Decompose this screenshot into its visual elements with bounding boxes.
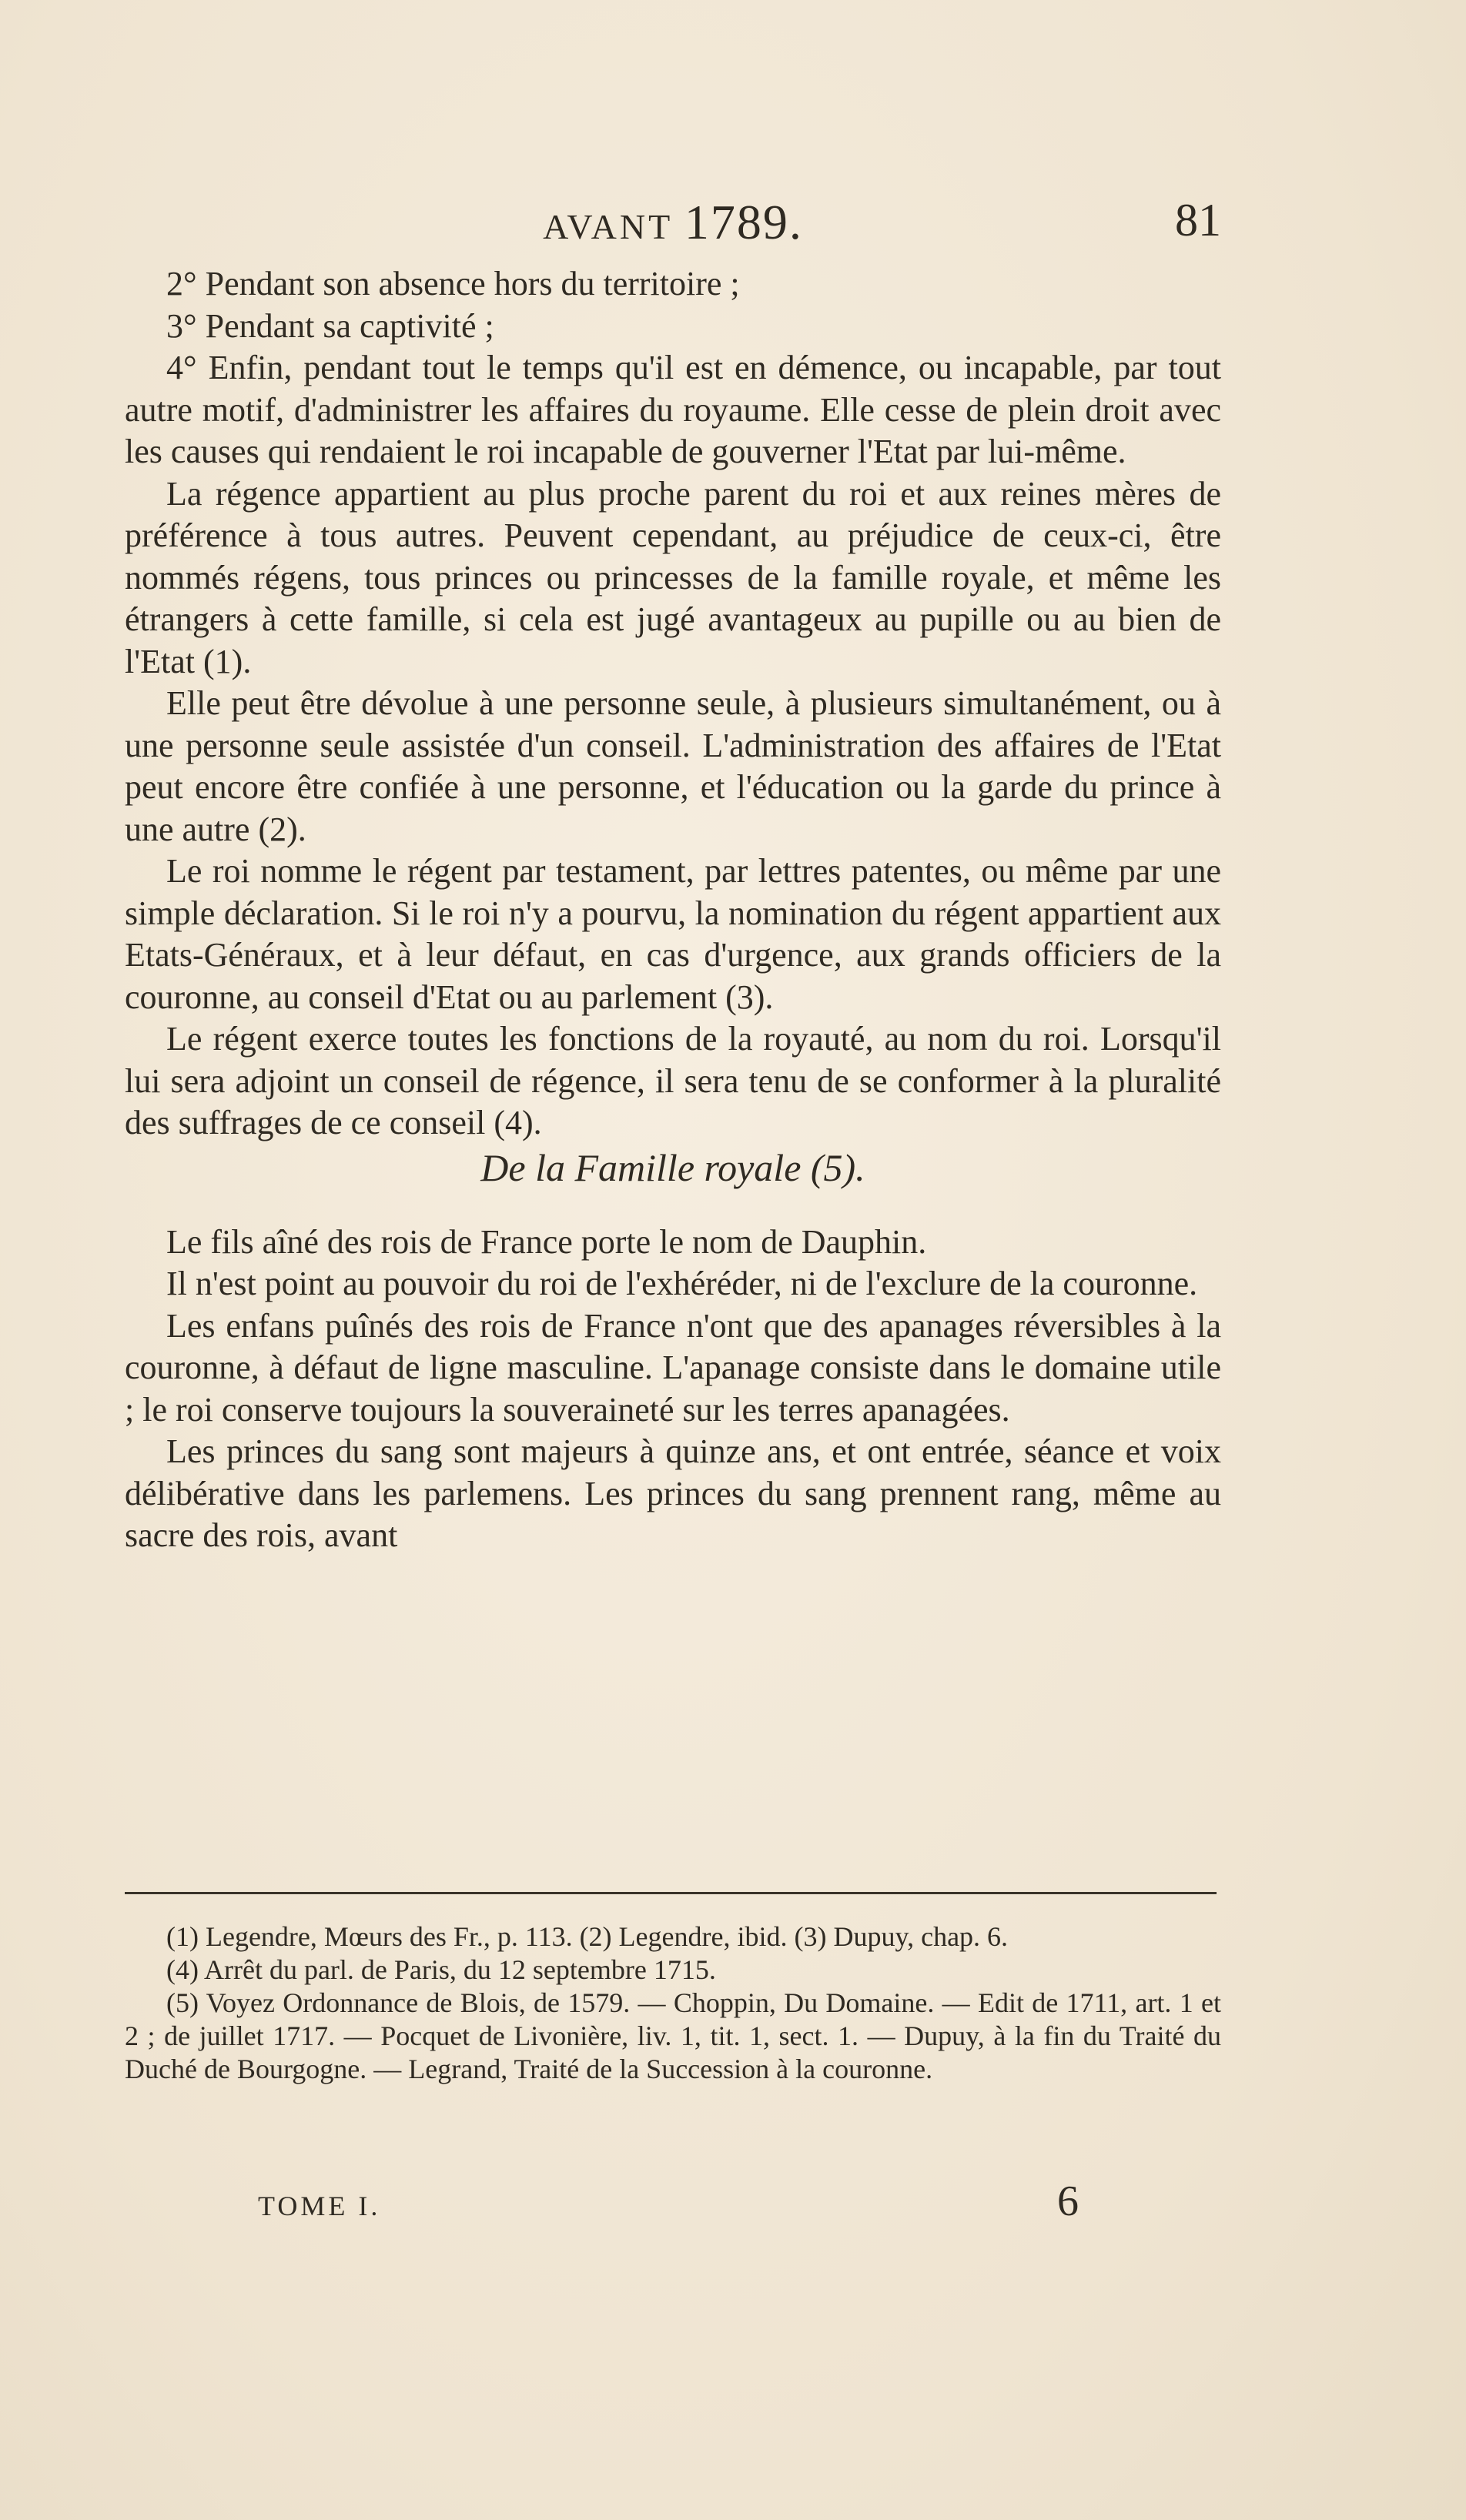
footnote: (4) Arrêt du parl. de Paris, du 12 septembre 1715. — [166, 1954, 716, 1985]
paragraph: Le roi nomme le régent par testament, par lettres patentes, ou même par une simple déclaration. Si le roi n'y a pourvu, la nomination du régent appartient aux Etats-Généraux, et à leur défaut, en cas d'urgence, aux grands officiers de la couronne, au conseil d'Etat ou au parlement (3). — [125, 852, 1221, 1016]
paragraph: Elle peut être dévolue à une personne seule, à plusieurs simultanément, ou à une personne seule assistée d'un conseil. L'administration des affaires de l'Etat peut encore être confiée à une personne, et l'éducation ou la garde du prince à une autre (2). — [125, 684, 1221, 848]
footnote: (1) Legendre, Mœurs des Fr., p. 113. (2) Legendre, ibid. (3) Dupuy, chap. 6. — [166, 1921, 1009, 1952]
paragraph: Le régent exerce toutes les fonctions de la royauté, au nom du roi. Lorsqu'il lui sera adjoint un conseil de régence, il sera tenu de se conformer à la pluralité des suffrages de ce conseil (4). — [125, 1020, 1221, 1141]
section-heading: De la Famille royale (5). — [480, 1145, 865, 1189]
footnotes — [125, 1920, 1221, 2086]
volume-signature: TOME I. — [258, 2191, 381, 2221]
paragraph: 4° Enfin, pendant tout le temps qu'il est en démence, ou incapable, par tout autre motif, d'administrer les affaires du royaume. Elle cesse de plein droit avec les causes qui rendaient le roi incapable de gouverner l'Etat par lui-même. — [125, 349, 1221, 470]
paragraph: La régence appartient au plus proche parent du roi et aux reines mères de préférence à tous autres. Peuvent cependant, au préjudice de ceux-ci, être nommés régens, tous princes ou princesses de la famille royale, et même les étrangers à cette famille, si cela est jugé avantageux au pupille ou au bien de l'Etat (1). — [125, 474, 1221, 680]
paragraph: 2° Pendant son absence hors du territoire ; — [166, 265, 740, 302]
signature-mark: 6 — [1057, 2177, 1079, 2225]
footnote: (5) Voyez Ordonnance de Blois, de 1579. — Choppin, Du Domaine. — Edit de 1711, art. 1 et 2 ; de juillet 1717. — Pocquet de Livonière, liv. 1, tit. 1, sect. 1. — Dupuy, à la fin du Traité du Duché de Bourgogne. — Legrand, Traité de la Succession à la couronne. — [125, 1987, 1221, 2084]
running-head-year: 1789. — [684, 195, 803, 249]
running-head — [125, 194, 1221, 248]
footnote-divider — [125, 1892, 1217, 1894]
page-number: 81 — [1175, 195, 1221, 246]
paragraph: Les princes du sang sont majeurs à quinze ans, et ont entrée, séance et voix délibérative dans les parlemens. Les princes du sang prennent rang, même au sacre des rois, avant — [125, 1432, 1221, 1554]
paragraph: Les enfans puînés des rois de France n'ont que des apanages réversibles à la couronne, à défaut de ligne masculine. L'apanage consiste dans le domaine utile ; le roi conserve toujours la souveraineté sur les terres apanagées. — [125, 1306, 1221, 1429]
running-head-label: AVANT — [543, 207, 673, 246]
paragraph: Le fils aîné des rois de France porte le nom de Dauphin. — [166, 1222, 927, 1261]
paragraph: 3° Pendant sa captivité ; — [166, 306, 494, 345]
main-text — [125, 263, 1221, 1557]
paragraph: Il n'est point au pouvoir du roi de l'exhéréder, ni de l'exclure de la couronne. — [166, 1265, 1198, 1302]
running-head-title — [125, 194, 1221, 251]
